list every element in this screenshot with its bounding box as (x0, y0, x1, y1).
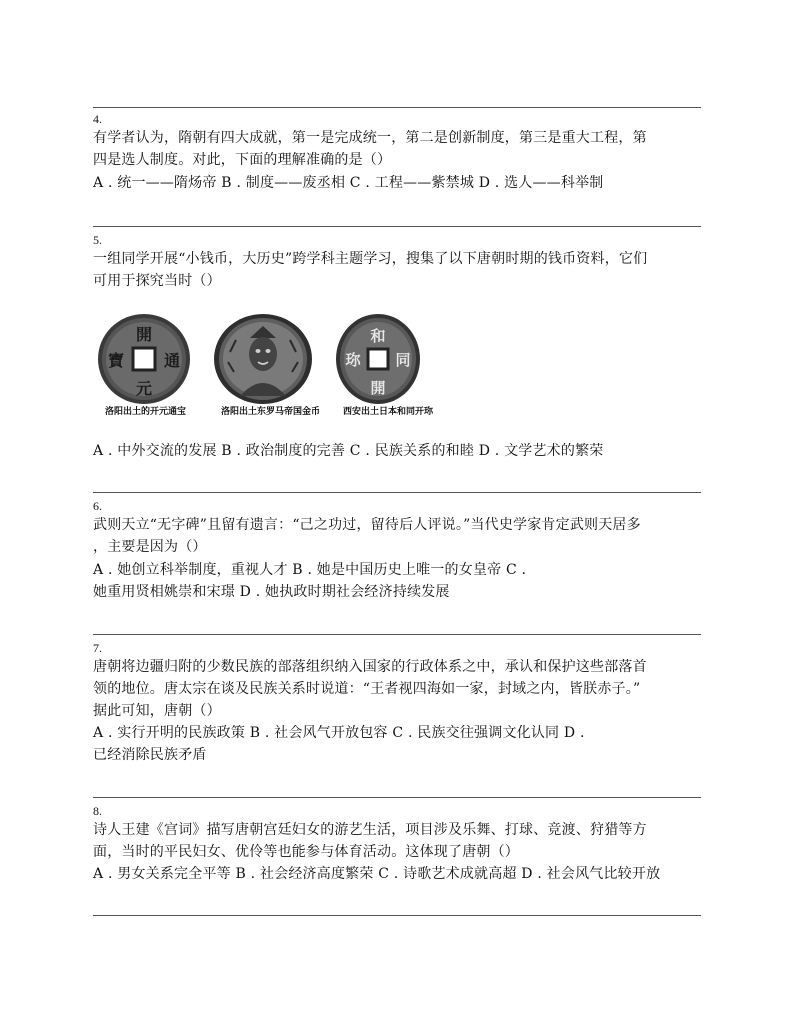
q4-options[interactable]: A . 统一——隋炀帝 B . 制度——废丞相 C . 工程——紫禁城 D . 选人——科举制 (93, 175, 604, 191)
coin-images (93, 312, 434, 422)
q8-stem-line-1: 诗人王建《宫词》描写唐朝宫廷妇女的游艺生活，项目涉及乐舞、打球、竞渡、狩猎等方 (93, 822, 647, 838)
divider-q4 (93, 107, 701, 108)
q4-number: 4. (93, 112, 102, 126)
q7-stem-line-2: 领的地位。唐太宗在谈及民族关系时说道：“王者视四海如一家，封域之内，皆朕赤子。” (93, 681, 641, 697)
svg-text:寶: 寶 (107, 351, 125, 370)
q6-stem-line-1: 武则天立“无字碑”且留有遗言：“己之功过，留待后人评说。”当代史学家肯定武则天居多 (93, 517, 641, 533)
divider-q7 (93, 634, 701, 635)
svg-text:元: 元 (135, 379, 153, 398)
east-roman-gold-coin-image (212, 312, 314, 406)
q8-options[interactable]: A . 男女关系完全平等 B . 社会经济高度繁荣 C . 诗歌艺术成就高超 D . 社会风气比较开放 (93, 866, 661, 882)
q7-options-line-2[interactable]: 已经消除民族矛盾 (93, 747, 207, 763)
q6-number: 6. (93, 499, 102, 513)
q5-stem-line-1: 一组同学开展“小钱币，大历史”跨学科主题学习，搜集了以下唐朝时期的钱币资料，它们 (93, 251, 648, 267)
divider-q6 (93, 492, 701, 493)
q4-stem-line-2: 四是选人制度。对此，下面的理解准确的是（） (93, 152, 392, 168)
q7-options-line-1[interactable]: A . 实行开明的民族政策 B . 社会风气开放包容 C . 民族交往强调文化认同 D . (93, 725, 585, 741)
q6-stem-line-2: ，主要是因为（） (93, 539, 207, 555)
coin-caption-3: 西安出土日本和同开珎 (343, 407, 434, 417)
q6-options-line-1[interactable]: A . 她创立科举制度，重视人才 B . 她是中国历史上唯一的女皇帝 C . (93, 562, 527, 578)
divider-q5 (93, 226, 701, 227)
q5-stem-line-2: 可用于探究当时（） (93, 273, 221, 289)
kaiyuan-tongbao-coin-image (96, 312, 192, 406)
wado-kaichin-coin-image (334, 312, 422, 406)
divider-end (93, 915, 701, 916)
coin-caption-2: 洛阳出土东罗马帝国金币 (221, 407, 321, 417)
divider-q8 (93, 797, 701, 798)
q8-stem-line-2: 面，当时的平民妇女、优伶等也能参与体育活动。这体现了唐朝（） (93, 844, 519, 860)
q7-stem-line-1: 唐朝将边疆归附的少数民族的部落组织纳入国家的行政体系之中，承认和保护这些部落首 (93, 659, 647, 675)
q5-number: 5. (93, 233, 102, 247)
question-page (93, 0, 701, 1028)
q4-stem-line-1: 有学者认为，隋朝有四大成就，第一是完成统一，第二是创新制度，第三是重大工程，第 (93, 130, 647, 146)
svg-text:珎: 珎 (345, 351, 361, 369)
q7-stem-line-3: 据此可知，唐朝（） (93, 703, 221, 719)
coin-caption-1: 洛阳出土的开元通宝 (105, 407, 187, 417)
q8-number: 8. (93, 804, 102, 818)
q6-options-line-2[interactable]: 她重用贤相姚崇和宋璟 D . 她执政时期社会经济持续发展 (93, 584, 450, 600)
q7-number: 7. (93, 641, 102, 655)
svg-text:和: 和 (370, 327, 386, 345)
svg-text:開: 開 (135, 325, 153, 344)
q5-options[interactable]: A . 中外交流的发展 B . 政治制度的完善 C . 民族关系的和睦 D . 文学艺术的繁荣 (93, 443, 604, 459)
svg-text:通: 通 (163, 351, 181, 370)
svg-text:同: 同 (395, 351, 411, 369)
svg-text:開: 開 (370, 379, 386, 397)
